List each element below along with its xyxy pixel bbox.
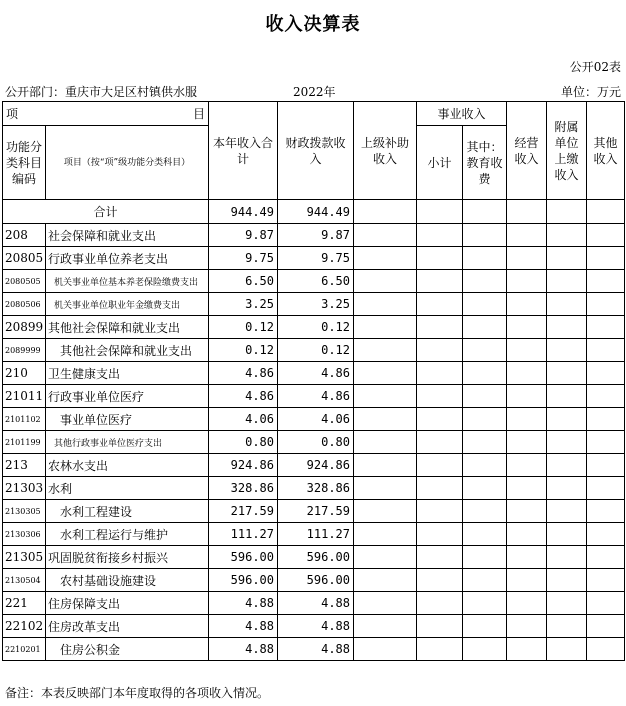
row-total: 0.80 bbox=[209, 431, 278, 454]
empty-cell bbox=[547, 592, 587, 615]
empty-cell bbox=[547, 615, 587, 638]
empty-cell bbox=[417, 546, 463, 569]
empty-cell bbox=[463, 569, 507, 592]
empty-cell bbox=[547, 408, 587, 431]
row-code: 21305 bbox=[3, 546, 46, 569]
empty-cell bbox=[417, 500, 463, 523]
row-code: 2101102 bbox=[3, 408, 46, 431]
empty-cell bbox=[507, 316, 547, 339]
table-row bbox=[3, 408, 625, 431]
row-name: 事业单位医疗 bbox=[46, 408, 209, 431]
row-name: 住房保障支出 bbox=[46, 592, 209, 615]
table-row bbox=[3, 454, 625, 477]
operating-header: 经营收入 bbox=[507, 102, 547, 200]
row-total: 217.59 bbox=[209, 500, 278, 523]
item-header bbox=[3, 102, 209, 126]
row-total: 111.27 bbox=[209, 523, 278, 546]
row-code: 21303 bbox=[3, 477, 46, 500]
row-name: 行政事业单位养老支出 bbox=[46, 247, 209, 270]
row-total: 4.86 bbox=[209, 385, 278, 408]
row-name: 其他行政事业单位医疗支出 bbox=[46, 431, 209, 454]
empty-cell bbox=[354, 615, 417, 638]
row-code: 2080505 bbox=[3, 270, 46, 293]
empty-cell bbox=[507, 592, 547, 615]
table-row bbox=[3, 615, 625, 638]
empty-cell bbox=[547, 546, 587, 569]
table-row bbox=[3, 385, 625, 408]
empty-cell bbox=[354, 200, 417, 224]
table-row bbox=[3, 523, 625, 546]
row-total: 4.86 bbox=[209, 362, 278, 385]
table-row bbox=[3, 569, 625, 592]
empty-cell bbox=[463, 247, 507, 270]
item-header-left: 项 bbox=[6, 106, 19, 121]
row-code: 22102 bbox=[3, 615, 46, 638]
row-code: 2130305 bbox=[3, 500, 46, 523]
empty-cell bbox=[354, 569, 417, 592]
empty-cell bbox=[587, 477, 625, 500]
row-name: 住房改革支出 bbox=[46, 615, 209, 638]
row-name: 住房公积金 bbox=[46, 638, 209, 661]
row-fiscal: 924.86 bbox=[278, 454, 354, 477]
empty-cell bbox=[547, 385, 587, 408]
empty-cell bbox=[417, 454, 463, 477]
table-row bbox=[3, 362, 625, 385]
row-code: 21011 bbox=[3, 385, 46, 408]
subtotal-header: 小计 bbox=[417, 126, 463, 200]
row-total: 9.87 bbox=[209, 224, 278, 247]
empty-cell bbox=[547, 477, 587, 500]
total-row bbox=[3, 200, 625, 224]
empty-cell bbox=[507, 385, 547, 408]
row-fiscal: 4.86 bbox=[278, 385, 354, 408]
table-row bbox=[3, 546, 625, 569]
empty-cell bbox=[463, 293, 507, 316]
table-row bbox=[3, 339, 625, 362]
empty-cell bbox=[547, 431, 587, 454]
footnote: 备注：本表反映部门本年度取得的各项收入情况。 bbox=[5, 686, 270, 700]
empty-cell bbox=[547, 293, 587, 316]
empty-cell bbox=[507, 500, 547, 523]
table-row bbox=[3, 477, 625, 500]
row-fiscal: 0.12 bbox=[278, 339, 354, 362]
empty-cell bbox=[354, 385, 417, 408]
empty-cell bbox=[354, 638, 417, 661]
table-row bbox=[3, 270, 625, 293]
empty-cell bbox=[587, 224, 625, 247]
empty-cell bbox=[417, 362, 463, 385]
empty-cell bbox=[507, 200, 547, 224]
row-total: 328.86 bbox=[209, 477, 278, 500]
row-total: 3.25 bbox=[209, 293, 278, 316]
name-header: 项目（按“项”级功能分类科目） bbox=[46, 126, 209, 200]
empty-cell bbox=[587, 339, 625, 362]
empty-cell bbox=[587, 592, 625, 615]
empty-cell bbox=[354, 500, 417, 523]
empty-cell bbox=[507, 615, 547, 638]
row-fiscal: 0.80 bbox=[278, 431, 354, 454]
empty-cell bbox=[587, 270, 625, 293]
table-row bbox=[3, 431, 625, 454]
empty-cell bbox=[463, 523, 507, 546]
row-name: 其他社会保障和就业支出 bbox=[46, 339, 209, 362]
row-code: 210 bbox=[3, 362, 46, 385]
empty-cell bbox=[507, 339, 547, 362]
row-total: 4.06 bbox=[209, 408, 278, 431]
empty-cell bbox=[463, 615, 507, 638]
row-fiscal: 6.50 bbox=[278, 270, 354, 293]
empty-cell bbox=[507, 224, 547, 247]
empty-cell bbox=[354, 592, 417, 615]
row-fiscal: 217.59 bbox=[278, 500, 354, 523]
empty-cell bbox=[417, 615, 463, 638]
empty-cell bbox=[354, 339, 417, 362]
empty-cell bbox=[417, 477, 463, 500]
empty-cell bbox=[507, 293, 547, 316]
empty-cell bbox=[463, 431, 507, 454]
empty-cell bbox=[417, 408, 463, 431]
empty-cell bbox=[587, 431, 625, 454]
row-code: 20899 bbox=[3, 316, 46, 339]
empty-cell bbox=[354, 247, 417, 270]
empty-cell bbox=[354, 523, 417, 546]
row-total: 596.00 bbox=[209, 569, 278, 592]
row-code: 2101199 bbox=[3, 431, 46, 454]
row-total: 4.88 bbox=[209, 615, 278, 638]
empty-cell bbox=[463, 339, 507, 362]
table-row bbox=[3, 500, 625, 523]
empty-cell bbox=[463, 477, 507, 500]
empty-cell bbox=[417, 523, 463, 546]
empty-cell bbox=[547, 454, 587, 477]
empty-cell bbox=[354, 454, 417, 477]
row-fiscal: 4.88 bbox=[278, 638, 354, 661]
empty-cell bbox=[507, 247, 547, 270]
empty-cell bbox=[463, 200, 507, 224]
empty-cell bbox=[547, 224, 587, 247]
row-total: 924.86 bbox=[209, 454, 278, 477]
empty-cell bbox=[587, 615, 625, 638]
empty-cell bbox=[463, 408, 507, 431]
row-total: 9.75 bbox=[209, 247, 278, 270]
table-row bbox=[3, 293, 625, 316]
empty-cell bbox=[354, 270, 417, 293]
total-income-header: 本年收入合计 bbox=[209, 102, 278, 200]
empty-cell bbox=[587, 454, 625, 477]
row-name: 农林水支出 bbox=[46, 454, 209, 477]
total-fiscal-value: 944.49 bbox=[278, 200, 354, 224]
row-name: 其他社会保障和就业支出 bbox=[46, 316, 209, 339]
table-row bbox=[3, 247, 625, 270]
item-header-right: 目 bbox=[192, 106, 205, 121]
row-code: 221 bbox=[3, 592, 46, 615]
empty-cell bbox=[587, 200, 625, 224]
empty-cell bbox=[417, 431, 463, 454]
empty-cell bbox=[417, 638, 463, 661]
empty-cell bbox=[417, 316, 463, 339]
empty-cell bbox=[587, 500, 625, 523]
row-fiscal: 596.00 bbox=[278, 546, 354, 569]
empty-cell bbox=[507, 408, 547, 431]
empty-cell bbox=[587, 293, 625, 316]
empty-cell bbox=[547, 316, 587, 339]
row-fiscal: 3.25 bbox=[278, 293, 354, 316]
row-code: 2089999 bbox=[3, 339, 46, 362]
empty-cell bbox=[507, 431, 547, 454]
empty-cell bbox=[507, 477, 547, 500]
edu-fee-header: 其中：教育收费 bbox=[463, 126, 507, 200]
empty-cell bbox=[507, 523, 547, 546]
row-name: 社会保障和就业支出 bbox=[46, 224, 209, 247]
empty-cell bbox=[463, 638, 507, 661]
empty-cell bbox=[463, 362, 507, 385]
row-name: 农村基础设施建设 bbox=[46, 569, 209, 592]
empty-cell bbox=[463, 270, 507, 293]
empty-cell bbox=[354, 293, 417, 316]
empty-cell bbox=[463, 454, 507, 477]
row-code: 213 bbox=[3, 454, 46, 477]
empty-cell bbox=[587, 546, 625, 569]
table-row bbox=[3, 224, 625, 247]
empty-cell bbox=[547, 247, 587, 270]
row-total: 0.12 bbox=[209, 339, 278, 362]
empty-cell bbox=[587, 247, 625, 270]
empty-cell bbox=[507, 454, 547, 477]
empty-cell bbox=[507, 569, 547, 592]
empty-cell bbox=[547, 270, 587, 293]
empty-cell bbox=[417, 200, 463, 224]
empty-cell bbox=[547, 523, 587, 546]
empty-cell bbox=[354, 362, 417, 385]
empty-cell bbox=[507, 638, 547, 661]
row-name: 机关事业单位基本养老保险缴费支出 bbox=[46, 270, 209, 293]
empty-cell bbox=[587, 638, 625, 661]
unit-label: 单位：万元 bbox=[560, 85, 621, 99]
empty-cell bbox=[417, 270, 463, 293]
empty-cell bbox=[354, 408, 417, 431]
empty-cell bbox=[354, 431, 417, 454]
empty-cell bbox=[507, 270, 547, 293]
row-name: 水利 bbox=[46, 477, 209, 500]
empty-cell bbox=[547, 569, 587, 592]
row-code: 2130504 bbox=[3, 569, 46, 592]
row-code: 208 bbox=[3, 224, 46, 247]
empty-cell bbox=[547, 638, 587, 661]
total-label: 合计 bbox=[3, 200, 209, 224]
form-number: 公开02表 bbox=[569, 60, 621, 74]
empty-cell bbox=[463, 592, 507, 615]
table-row bbox=[3, 638, 625, 661]
other-header: 其他收入 bbox=[587, 102, 625, 200]
empty-cell bbox=[417, 385, 463, 408]
row-total: 596.00 bbox=[209, 546, 278, 569]
upper-subsidy-header: 上级补助收入 bbox=[354, 102, 417, 200]
row-fiscal: 4.86 bbox=[278, 362, 354, 385]
empty-cell bbox=[587, 362, 625, 385]
empty-cell bbox=[417, 247, 463, 270]
page-title: 收入决算表 bbox=[265, 14, 361, 35]
row-fiscal: 111.27 bbox=[278, 523, 354, 546]
row-code: 2130306 bbox=[3, 523, 46, 546]
career-income-header: 事业收入 bbox=[417, 102, 507, 126]
empty-cell bbox=[587, 569, 625, 592]
row-total: 4.88 bbox=[209, 638, 278, 661]
empty-cell bbox=[547, 362, 587, 385]
table-row bbox=[3, 316, 625, 339]
department-label: 公开部门：重庆市大足区村镇供水服 bbox=[5, 85, 198, 99]
row-name: 机关事业单位职业年金缴费支出 bbox=[46, 293, 209, 316]
row-fiscal: 9.75 bbox=[278, 247, 354, 270]
row-fiscal: 328.86 bbox=[278, 477, 354, 500]
empty-cell bbox=[507, 546, 547, 569]
row-total: 6.50 bbox=[209, 270, 278, 293]
empty-cell bbox=[463, 500, 507, 523]
year-label: 2022年 bbox=[293, 85, 336, 99]
empty-cell bbox=[417, 293, 463, 316]
row-name: 水利工程建设 bbox=[46, 500, 209, 523]
row-name: 巩固脱贫衔接乡村振兴 bbox=[46, 546, 209, 569]
empty-cell bbox=[547, 200, 587, 224]
row-fiscal: 4.88 bbox=[278, 592, 354, 615]
row-fiscal: 4.06 bbox=[278, 408, 354, 431]
row-fiscal: 9.87 bbox=[278, 224, 354, 247]
empty-cell bbox=[417, 569, 463, 592]
row-total: 4.88 bbox=[209, 592, 278, 615]
empty-cell bbox=[507, 362, 547, 385]
empty-cell bbox=[354, 477, 417, 500]
empty-cell bbox=[354, 316, 417, 339]
empty-cell bbox=[463, 224, 507, 247]
empty-cell bbox=[587, 408, 625, 431]
empty-cell bbox=[547, 500, 587, 523]
empty-cell bbox=[417, 224, 463, 247]
empty-cell bbox=[587, 385, 625, 408]
row-total: 0.12 bbox=[209, 316, 278, 339]
income-table bbox=[2, 101, 625, 661]
empty-cell bbox=[354, 224, 417, 247]
empty-cell bbox=[417, 339, 463, 362]
empty-cell bbox=[417, 592, 463, 615]
row-name: 行政事业单位医疗 bbox=[46, 385, 209, 408]
fiscal-header: 财政拨款收入 bbox=[278, 102, 354, 200]
row-code: 2210201 bbox=[3, 638, 46, 661]
empty-cell bbox=[463, 316, 507, 339]
empty-cell bbox=[587, 316, 625, 339]
row-fiscal: 0.12 bbox=[278, 316, 354, 339]
empty-cell bbox=[547, 339, 587, 362]
code-header: 功能分类科目编码 bbox=[3, 126, 46, 200]
empty-cell bbox=[354, 546, 417, 569]
total-income-value: 944.49 bbox=[209, 200, 278, 224]
empty-cell bbox=[463, 546, 507, 569]
row-fiscal: 4.88 bbox=[278, 615, 354, 638]
affiliated-header: 附属单位上缴收入 bbox=[547, 102, 587, 200]
row-fiscal: 596.00 bbox=[278, 569, 354, 592]
row-code: 20805 bbox=[3, 247, 46, 270]
empty-cell bbox=[587, 523, 625, 546]
table-row bbox=[3, 592, 625, 615]
empty-cell bbox=[463, 385, 507, 408]
row-name: 水利工程运行与维护 bbox=[46, 523, 209, 546]
row-code: 2080506 bbox=[3, 293, 46, 316]
row-name: 卫生健康支出 bbox=[46, 362, 209, 385]
